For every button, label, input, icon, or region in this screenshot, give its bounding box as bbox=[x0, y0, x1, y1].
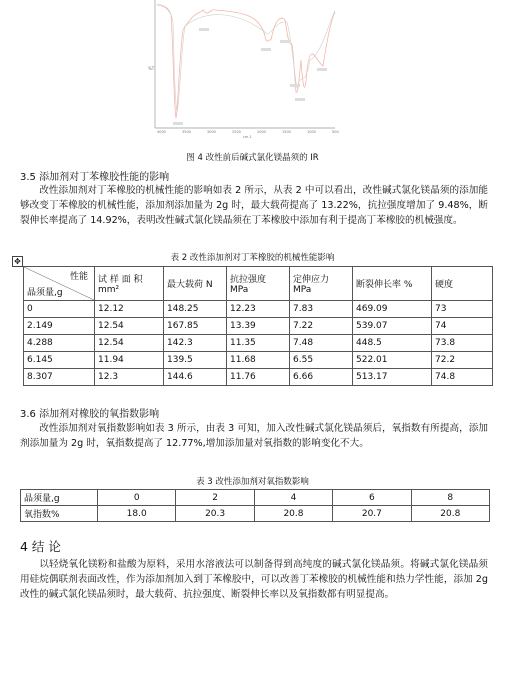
header-cell: 抗拉强度 MPa bbox=[227, 267, 290, 301]
table-cell: 73 bbox=[432, 301, 493, 318]
table-cell: 539.07 bbox=[353, 318, 432, 335]
table-cell: 13.39 bbox=[227, 318, 290, 335]
table-cell: 72.2 bbox=[432, 352, 493, 369]
x-tick-label: 1000 bbox=[307, 130, 316, 134]
x-tick-label: 4000 bbox=[157, 130, 166, 134]
x-tick-label: 3000 bbox=[207, 130, 216, 134]
x-tick-label: 1500 bbox=[282, 130, 291, 134]
header-cell: 试 样 面 积 mm² bbox=[95, 267, 164, 301]
table-cell: 7.22 bbox=[290, 318, 353, 335]
table-cell: 20.7 bbox=[333, 506, 411, 522]
table-cell: 11.68 bbox=[227, 352, 290, 369]
section-4-heading: 4 结 论 bbox=[20, 539, 61, 554]
table-cell: 148.25 bbox=[164, 301, 227, 318]
table-cell: 6.145 bbox=[24, 352, 95, 369]
table-2-corner-cell bbox=[24, 267, 95, 301]
table-2 bbox=[23, 266, 493, 386]
table-cell: 0 bbox=[24, 301, 95, 318]
table-cell: 7.48 bbox=[290, 335, 353, 352]
table-cell: 8 bbox=[411, 490, 489, 506]
table-cell: 11.76 bbox=[227, 369, 290, 386]
table-cell: 12.3 bbox=[95, 369, 164, 386]
table-cell: 448.5 bbox=[353, 335, 432, 352]
table-cell: 11.35 bbox=[227, 335, 290, 352]
section-3-5-heading: 3.5 添加剂对丁苯橡胶性能的影响 bbox=[20, 172, 170, 183]
table-cell: 144.6 bbox=[164, 369, 227, 386]
table-cell: 74 bbox=[432, 318, 493, 335]
table-2-caption: 表 2 改性添加剂对丁苯橡胶的机械性能影响 bbox=[170, 253, 335, 263]
x-tick-label: 2500 bbox=[232, 130, 241, 134]
table-cell: 20.3 bbox=[176, 506, 254, 522]
table-cell: 513.17 bbox=[353, 369, 432, 386]
x-tick-label: 3500 bbox=[182, 130, 191, 134]
table-cell: 6 bbox=[333, 490, 411, 506]
table-cell: 12.54 bbox=[95, 318, 164, 335]
table-cell: 11.94 bbox=[95, 352, 164, 369]
table-cell: 4.288 bbox=[24, 335, 95, 352]
table-cell: 6.55 bbox=[290, 352, 353, 369]
table-cell: 7.83 bbox=[290, 301, 353, 318]
table-row bbox=[24, 318, 493, 335]
x-axis-label: cm-1 bbox=[243, 135, 252, 138]
table-cell: 4 bbox=[254, 490, 332, 506]
table-row bbox=[24, 335, 493, 352]
section-3-6-heading: 3.6 添加剂对橡胶的氧指数影响 bbox=[20, 409, 160, 420]
table-row bbox=[24, 301, 493, 318]
table-cell: 2 bbox=[176, 490, 254, 506]
table-cell: 522.01 bbox=[353, 352, 432, 369]
table-cell: 139.5 bbox=[164, 352, 227, 369]
table-3-caption: 表 3 改性添加剂对氧指数影响 bbox=[196, 477, 309, 487]
header-cell: 定伸应力 MPa bbox=[290, 267, 353, 301]
table-cell: 12.54 bbox=[95, 335, 164, 352]
corner-top-label: 性能 bbox=[69, 272, 88, 282]
section-3-5-paragraph: 改性添加剂对丁苯橡胶的机械性能的影响如表 2 所示，从表 2 中可以看出，改性碱式氯化镁晶须的添加能够改变丁苯橡胶的机械性能，添加剂添加量为 2g 时，最大载荷提高了 13.22%，抗拉强度增加了 9.48%，断裂伸长率提高了 14.92%，表明改性碱式氯化镁晶须在丁苯橡胶中添加有利于提高丁苯橡胶的机械强度。 bbox=[20, 185, 488, 226]
header-cell: 最大载荷 N bbox=[164, 267, 227, 301]
x-tick-label: 500 bbox=[332, 130, 339, 134]
corner-bottom-label: 晶须量,g bbox=[27, 288, 63, 298]
section-4-paragraph: 以轻烧氧化镁粉和盐酸为原料，采用水溶液法可以制备得到高纯度的碱式氯化镁晶须。将碱式氯化镁晶须用硅烷偶联剂表面改性，作为添加剂加入到丁苯橡胶中，可以改善丁苯橡胶的机械性能和热力学性能，添加 2g 改性的碱式氯化镁晶须时，最大载荷、抗拉强度、断裂伸长率以及氧指数都有明显提高。 bbox=[20, 559, 488, 600]
table-row bbox=[24, 352, 493, 369]
table-cell: 73.8 bbox=[432, 335, 493, 352]
y-axis-label: %T bbox=[148, 66, 155, 71]
ir-spectrum-figure bbox=[145, 0, 345, 138]
table-cell: 0 bbox=[98, 490, 176, 506]
table-cell: 2.149 bbox=[24, 318, 95, 335]
table-row bbox=[24, 369, 493, 386]
table-3 bbox=[20, 489, 490, 522]
table-cell: 142.3 bbox=[164, 335, 227, 352]
x-tick-label: 2000 bbox=[257, 130, 266, 134]
table-cell: 18.0 bbox=[98, 506, 176, 522]
table-cell: 20.8 bbox=[411, 506, 489, 522]
table-cell: 12.12 bbox=[95, 301, 164, 318]
table-move-handle-icon[interactable]: ✥ bbox=[12, 256, 23, 267]
table-cell: 8.307 bbox=[24, 369, 95, 386]
header-cell: 断裂伸长率 % bbox=[353, 267, 432, 301]
header-cell: 硬度 bbox=[432, 267, 493, 301]
table-cell: 12.23 bbox=[227, 301, 290, 318]
figure-caption: 图 4 改性前后碱式氯化镁晶须的 IR bbox=[186, 153, 319, 163]
section-3-6-paragraph: 改性添加剂对氧指数影响如表 3 所示，由表 3 可知，加入改性碱式氯化镁晶须后，氧指数有所提高，添加剂添加量为 2g 时，氧指数提高了 12.77%,增加添加量对氧指数的影响变化不大。 bbox=[20, 423, 488, 449]
row-label: 晶须量,g bbox=[21, 490, 98, 506]
table-cell: 469.09 bbox=[353, 301, 432, 318]
table-cell: 167.85 bbox=[164, 318, 227, 335]
table-cell: 6.66 bbox=[290, 369, 353, 386]
row-label: 氧指数% bbox=[21, 506, 98, 522]
table-cell: 20.8 bbox=[254, 506, 332, 522]
table-cell: 74.8 bbox=[432, 369, 493, 386]
